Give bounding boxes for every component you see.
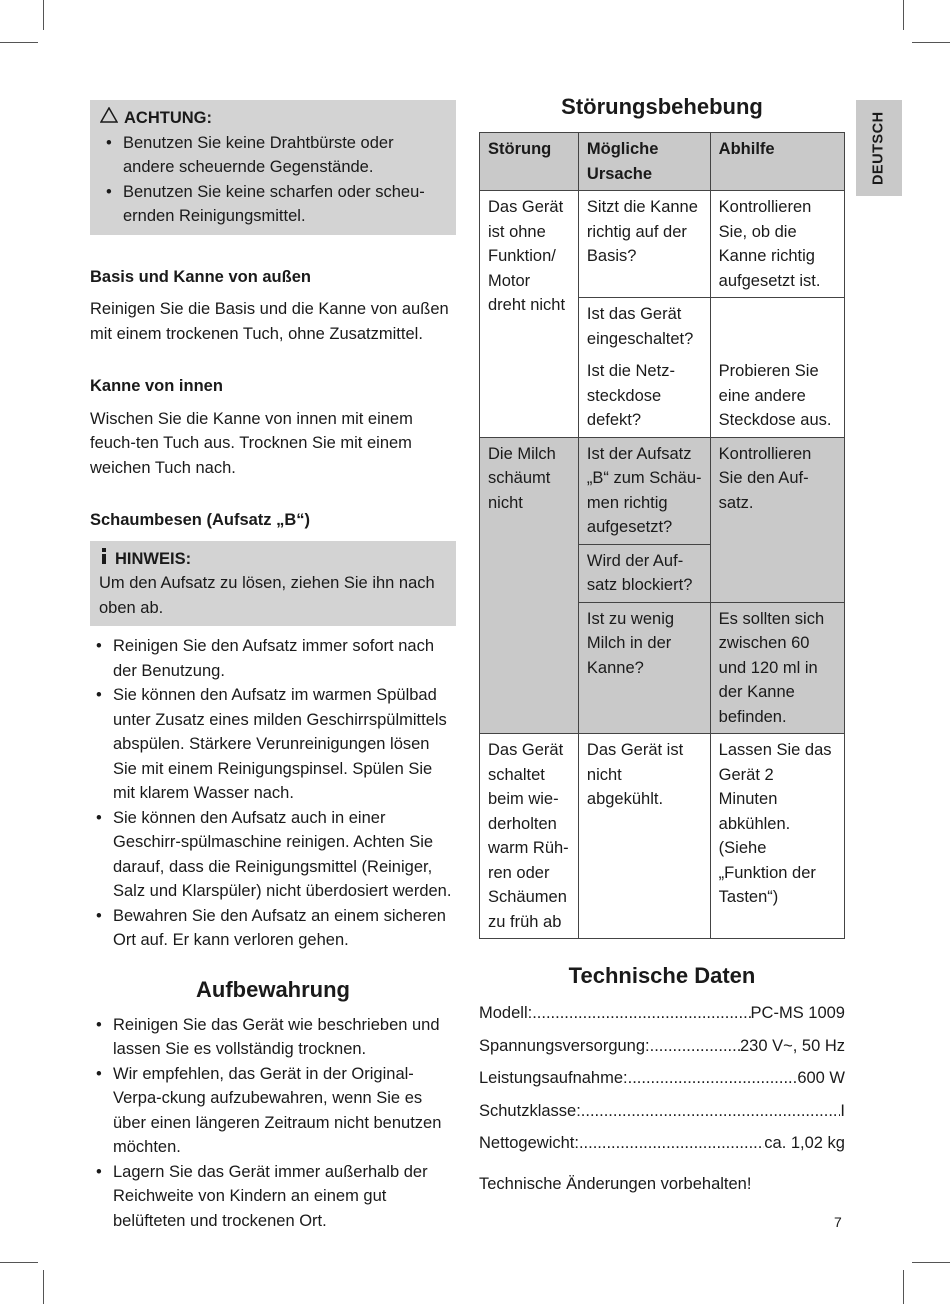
left-column [90, 100, 456, 1233]
cause-cell: Ist zu wenig Milch in der Kanne? [578, 602, 710, 734]
language-tab [856, 100, 902, 196]
basis-text: Reinigen Sie die Basis und die Kanne von außen mit einem trockenen Tuch, ohne Zusatzmittel. [90, 300, 449, 343]
warning-list [100, 131, 446, 229]
cause-cell: Das Gerät ist nicht abgekühlt. [578, 734, 710, 939]
crop-mark [0, 1262, 38, 1263]
spec-value: 230 V~, 50 Hz [739, 1036, 845, 1055]
cause-cell: Ist die Netz-steckdose defekt? [578, 355, 710, 437]
cause-cell: Ist der Aufsatz „B“ zum Schäu-men richtig aufgesetzt? [578, 437, 710, 544]
spec-label: Modell: [479, 1004, 533, 1022]
list-item: • Reinigen Sie den Aufsatz immer sofort nach der Benutzung. [90, 634, 456, 683]
spec-row [479, 1066, 845, 1091]
warning-box [90, 100, 456, 235]
info-icon [99, 547, 109, 572]
cause-cell: Ist das Gerät eingeschaltet? [578, 298, 710, 356]
list-item: • Lagern Sie das Gerät immer außerhalb der Reichweite von Kindern an einem gut belüfteten und trockenen Ort. [90, 1160, 456, 1234]
fix-cell: Kontrollieren Sie, ob die Kanne richtig aufgesetzt ist. [710, 191, 844, 298]
spec-row [479, 1131, 845, 1156]
problem-cell: Das Gerät schaltet beim wie-derholten warm Rüh-ren oder Schäumen zu früh ab [480, 734, 579, 939]
list-item: • Sie können den Aufsatz auch in einer Geschirr-spülmaschine reinigen. Achten Sie darauf, dass die Reinigungsmittel (Reiniger, Salz und Klarspüler) nicht überdosiert werden. [90, 806, 456, 904]
page-number: 7 [834, 1214, 842, 1230]
language-tab-label: DEUTSCH [870, 111, 887, 185]
crop-mark [903, 1270, 904, 1304]
crop-mark [0, 42, 38, 43]
right-column [479, 92, 845, 1196]
fix-cell: Lassen Sie das Gerät 2 Minuten abkühlen. (Siehe „Funktion der Tasten“) [710, 734, 844, 939]
kanne-text: Wischen Sie die Kanne von innen mit einem feuch-ten Tuch aus. Trocknen Sie mit einem weichen Tuch nach. [90, 409, 413, 477]
problem-cell: Die Milch schäumt nicht [480, 437, 579, 734]
table-row [480, 437, 845, 544]
spec-label: Nettogewicht: [479, 1134, 579, 1152]
list-item: • Reinigen Sie das Gerät wie beschrieben und lassen Sie es vollständig trocknen. [90, 1013, 456, 1062]
schaum-list [90, 634, 456, 953]
kanne-heading: Kanne von innen [90, 377, 223, 395]
hint-text: Um den Aufsatz zu lösen, ziehen Sie ihn nach oben ab. [99, 574, 435, 617]
header-cell: Störung [480, 133, 579, 191]
crop-mark [912, 42, 950, 43]
spec-label: Schutzklasse: [479, 1101, 581, 1120]
crop-mark [912, 1262, 950, 1263]
fix-cell: Es sollten sich zwischen 60 und 120 ml in der Kanne befinden. [710, 602, 844, 734]
hint-box [90, 541, 456, 627]
cause-cell: Wird der Auf-satz blockiert? [578, 544, 710, 602]
list-item: • Bewahren Sie den Aufsatz an einem sicheren Ort auf. Er kann verloren gehen. [90, 904, 456, 953]
list-item: • Benutzen Sie keine scharfen oder scheu-ernden Reinigungsmittel. [100, 180, 446, 229]
table-row [480, 734, 845, 939]
spec-row [479, 1099, 845, 1124]
aufbewahrung-heading: Aufbewahrung [196, 976, 350, 1002]
table-row [480, 191, 845, 298]
schaum-heading: Schaumbesen (Aufsatz „B“) [90, 511, 311, 529]
crop-mark [43, 1270, 44, 1304]
list-item: • Wir empfehlen, das Gerät in der Original-Verpa-ckung aufzubewahren, wenn Sie es über einen längeren Zeitraum nicht benutzen möchten. [90, 1062, 456, 1160]
list-item: • Benutzen Sie keine Drahtbürste oder andere scheuernde Gegenstände. [100, 131, 446, 180]
aufbewahrung-list [90, 1013, 456, 1234]
fix-cell [710, 298, 844, 356]
spec-value: 600 W [797, 1069, 845, 1087]
crop-mark [903, 0, 904, 30]
spec-value: ca. 1,02 kg [764, 1134, 845, 1152]
cause-cell: Sitzt die Kanne richtig auf der Basis? [578, 191, 710, 298]
header-cell: Abhilfe [710, 133, 844, 191]
header-cell: Mögliche Ursache [578, 133, 710, 191]
warning-title: ACHTUNG: [100, 106, 446, 131]
spec-list [479, 1001, 845, 1156]
list-item: • Sie können den Aufsatz im warmen Spülbad unter Zusatz eines milden Geschirrspülmittels abspülen. Stärkere Verunreinigungen lösen Sie mit einem Reinigungspinsel. Spülen Sie mit klarem Wasser nach. [90, 683, 456, 806]
tech-note: Technische Änderungen vorbehalten! [479, 1174, 752, 1193]
troubleshooting-table [479, 132, 845, 939]
fix-cell: Probieren Sie eine andere Steckdose aus. [710, 355, 844, 437]
hint-title: HINWEIS: [99, 547, 446, 572]
table-header-row [480, 133, 845, 191]
spec-row [479, 1034, 845, 1059]
spec-value: I [840, 1101, 845, 1120]
spec-value: PC-MS 1009 [750, 1004, 845, 1022]
spec-label: Leistungsaufnahme: [479, 1069, 628, 1087]
fix-cell: Kontrollieren Sie den Auf-satz. [710, 437, 844, 602]
warning-triangle-icon [100, 106, 118, 131]
basis-heading: Basis und Kanne von außen [90, 267, 311, 286]
spec-label: Spannungsversorgung: [479, 1036, 650, 1055]
crop-mark [43, 0, 44, 30]
troubleshooting-heading: Störungsbehebung [561, 94, 763, 119]
spec-row [479, 1001, 845, 1026]
problem-cell: Das Gerät ist ohne Funktion/ Motor dreht nicht [480, 191, 579, 438]
tech-heading: Technische Daten [568, 963, 756, 988]
